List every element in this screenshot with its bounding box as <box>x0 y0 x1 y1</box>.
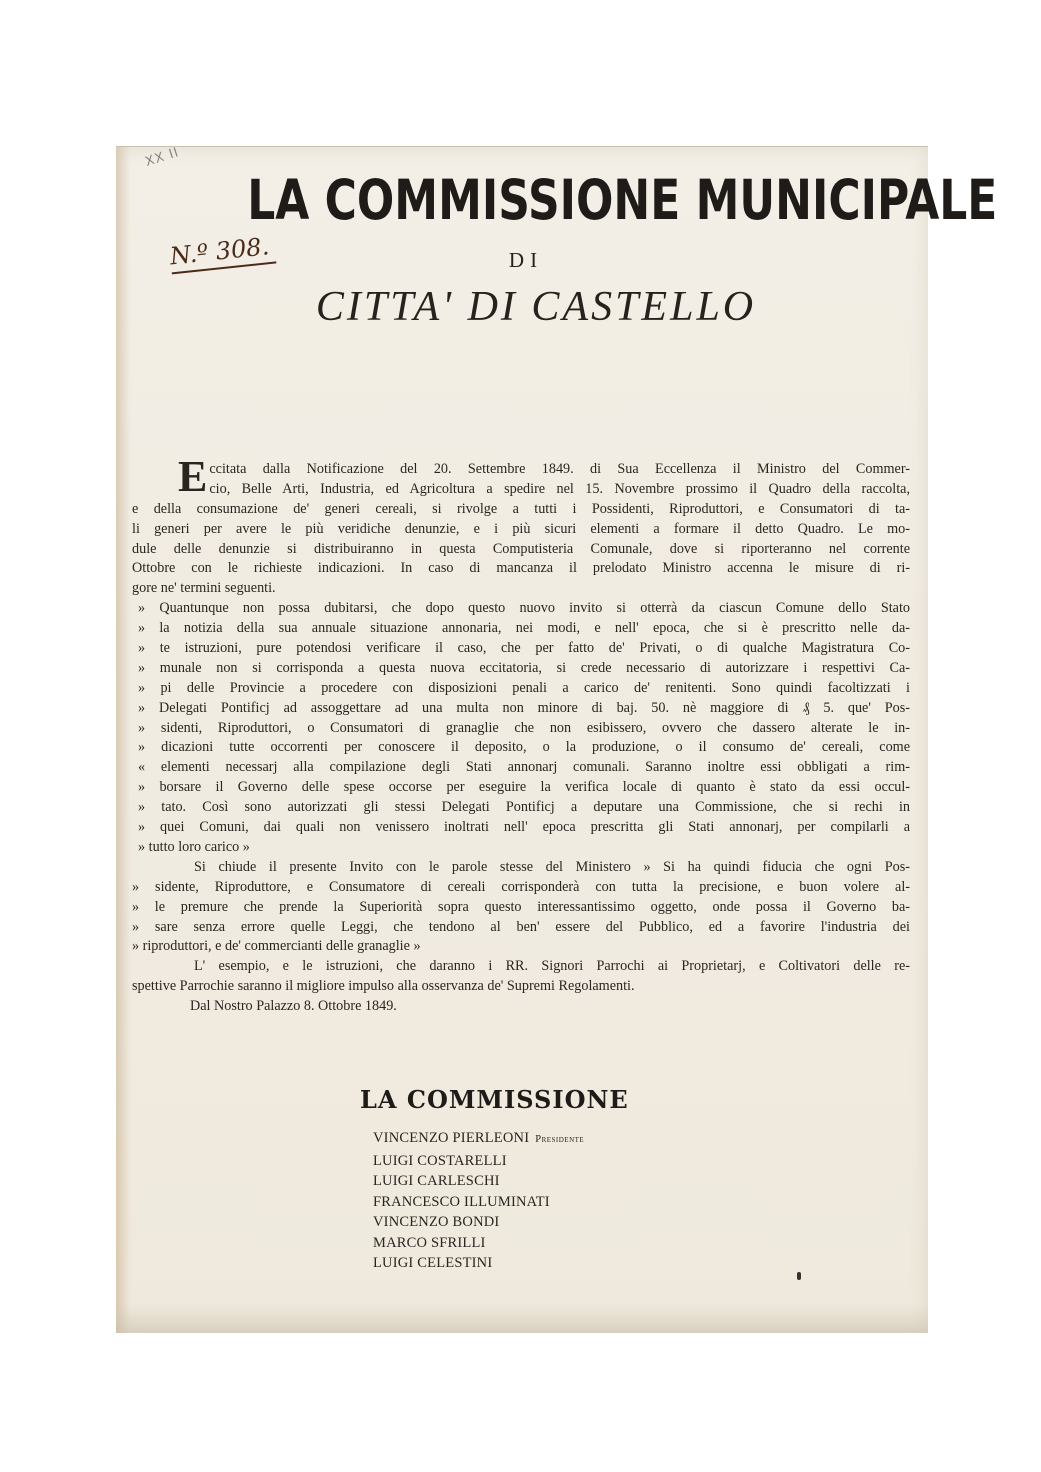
signatory <box>373 1171 584 1192</box>
document-title: LA COMMISSIONE MUNICIPALE <box>247 168 998 232</box>
signatory-name: MARCO SFRILLI <box>373 1234 486 1251</box>
signature-heading: LA COMMISSIONE <box>360 1085 629 1114</box>
signatory <box>373 1192 584 1213</box>
text-line: » quei Comuni, dai quali non venissero inoltrati nell' epoca prescritta gli Stati annonarj, per compilarli a <box>138 819 910 836</box>
signatories-list <box>373 1128 584 1274</box>
handwritten-number: N.º 308. <box>169 232 277 275</box>
signatory-name: LUIGI COSTARELLI <box>373 1152 507 1169</box>
signatory-name: FRANCESCO ILLUMINATI <box>373 1193 550 1210</box>
text-line: dule delle denunzie si distribuiranno in questa Computisteria Comunale, dove si riporteranno nel corrente <box>132 540 910 557</box>
dateline: Dal Nostro Palazzo 8. Ottobre 1849. <box>190 998 397 1015</box>
text-line: ccitata dalla Notificazione del 20. Settembre 1849. di Sua Eccellenza il Ministro del Commer- <box>209 461 910 477</box>
signatory <box>373 1151 584 1172</box>
ink-spot <box>797 1272 801 1280</box>
text-line: Si chiude il presente Invito con le parole stesse del Ministero » Si ha quindi fiducia che ogni Pos- <box>194 858 910 875</box>
paragraph-4 <box>132 957 910 997</box>
text-line: » te istruzioni, pure potendosi verificare il caso, che per fatto de' Privati, o di qualche Magistratura Co- <box>138 640 910 657</box>
text-line: » Quantunque non possa dubitarsi, che dopo questo nuovo invito si otterrà da ciascun Comune dello Stato <box>138 600 910 617</box>
archive-mark: XX II <box>143 145 182 170</box>
text-line: » sidente, Riproduttore, e Consumatore di cereali corrisponderà con tutta la precisione, e buon volere al- <box>132 878 910 895</box>
text-line: » Delegati Pontificj ad assoggettare ad una multa non minore di baj. 50. nè maggiore di ₰ 5. que' Pos- <box>138 699 910 716</box>
signatory <box>373 1128 584 1151</box>
text-line: » riproduttori, e de' commercianti delle granaglie » <box>132 938 421 955</box>
text-line: » tutto loro carico » <box>138 838 250 855</box>
text-line: » sare senza errore quelle Leggi, che tendono al ben' essere del Pubblico, ed a favorire l'industria dei <box>132 918 910 935</box>
signatory-name: LUIGI CARLESCHI <box>373 1173 500 1189</box>
signatory <box>373 1253 584 1274</box>
paragraph-2 <box>132 599 910 858</box>
signatory-name: LUIGI CELESTINI <box>373 1255 493 1271</box>
city-name: CITTA' DI CASTELLO <box>315 284 757 330</box>
signatory <box>373 1233 584 1254</box>
paragraph-1 <box>132 452 910 599</box>
text-line: » munale non si corrisponda a questa nuova eccitatoria, si crede necessario di autorizzare i respettivi Ca- <box>138 659 910 676</box>
text-line: gore ne' termini seguenti. <box>132 580 276 597</box>
text-line: » sidenti, Riproduttori, o Consumatori di granaglie che non esibissero, ovvero che dassero alterate le in- <box>138 719 910 736</box>
text-line: L' esempio, e le istruzioni, che daranno i RR. Signori Parrochi ai Proprietarj, e Coltivatori delle re- <box>194 958 910 975</box>
text-line: « elementi necessarj alla compilazione degli Stati annonarj comunali. Saranno inoltre essi obbligati a rim- <box>138 759 910 776</box>
paragraph-3 <box>132 858 910 957</box>
signatory <box>373 1212 584 1233</box>
text-line: » pi delle Provincie a procedere con disposizioni penali a carico de' renitenti. Sono quindi facoltizzati i <box>138 679 910 696</box>
text-line: spettive Parrochie saranno il migliore impulso alla osservanza de' Supremi Regolamenti. <box>132 978 635 995</box>
text-line: li generi per avere le più veridiche denunzie, e i più sicuri elementi a formare il detto Quadro. Le mo- <box>132 520 910 537</box>
text-line: Ottobre con le richieste indicazioni. In caso di mancanza il prelodato Ministro accenna le misure di ri- <box>132 560 910 577</box>
text-line: » la notizia della sua annuale situazione annonaria, nei modi, e nell' epoca, che si è prescritto nelle da- <box>138 620 910 637</box>
text-line: » tato. Così sono autorizzati gli stessi Delegati Pontificj a deputare una Commissione, che si rechi in <box>138 799 910 816</box>
document-subtitle: DI <box>508 248 544 272</box>
text-line: e della consumazione de' generi cereali, si rivolge a tutti i Possidenti, Riproduttori, e Consumatori di ta- <box>132 500 910 517</box>
text-line: » le premure che prende la Superiorità sopra questo interessantissimo oggetto, onde possa il Governo ba- <box>132 898 910 915</box>
drop-cap: E <box>178 452 208 501</box>
signatory-name: VINCENZO BONDI <box>373 1214 500 1230</box>
document-body <box>132 452 910 1017</box>
signatory-name: VINCENZO PIERLEONI <box>373 1130 530 1146</box>
text-line: » borsare il Governo delle spese occorse per eseguire la verifica locale di quanto è stato da essi occul- <box>138 779 910 796</box>
signatory-role: Presidente <box>535 1134 585 1145</box>
text-line: cio, Belle Arti, Industria, ed Agricoltura a spedire nel 15. Novembre prossimo il Quadro della raccolta, <box>209 480 910 497</box>
text-line: » dicazioni tutte occorrenti per conoscere il deposito, o la produzione, o il consumo de' cereali, come <box>138 739 910 756</box>
